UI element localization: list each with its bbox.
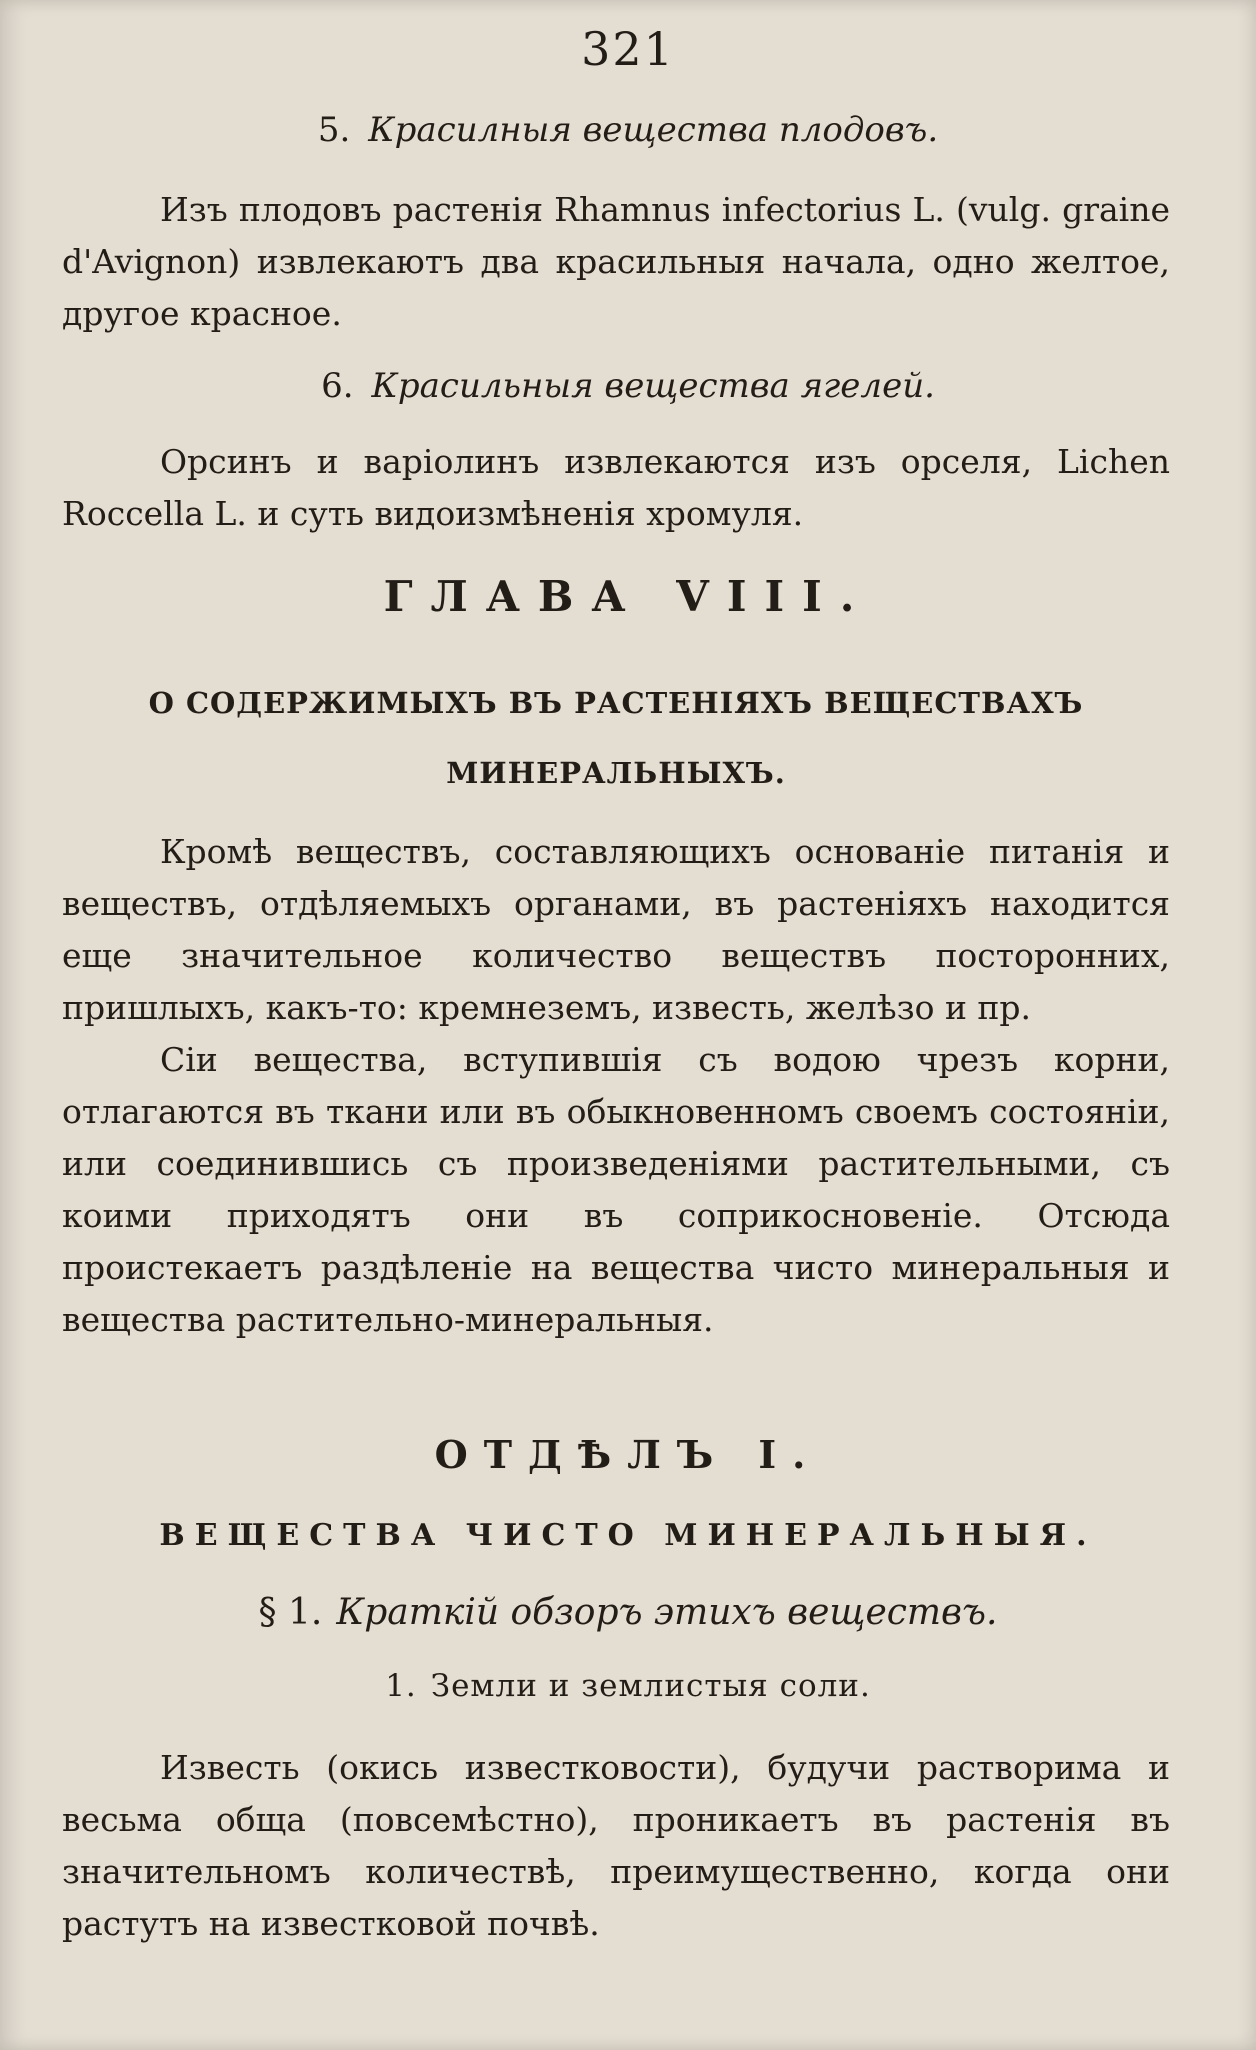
- paragraph-lime: [62, 1742, 1170, 1950]
- section-subtitle: ВЕЩЕСТВА ЧИСТО МИНЕРАЛЬНЫЯ.: [159, 1518, 1097, 1553]
- heading-number: 6.: [321, 366, 354, 406]
- paragraph-text: Сіи вещества, вступившія съ водою чрезъ корни, отлагаются въ ткани или въ обыкновенномъ своемъ состояніи, или соединившись съ произведеніями растительными, съ коими приходятъ они въ соприкосновеніе. Отсюда проистекаетъ раздѣленіе на вещества чисто минеральныя и вещества растительно-минеральныя.: [62, 1040, 1170, 1339]
- paragraph-heading: [0, 1592, 1256, 1633]
- heading-lichen-dyes: [0, 366, 1256, 406]
- sub-heading-title: Земли и землистыя соли.: [430, 1668, 871, 1704]
- page-number: 321: [581, 22, 675, 76]
- paragraph-heading-title: Краткій обзоръ этихъ веществъ.: [336, 1592, 998, 1633]
- paragraph-text: Изъ плодовъ растенія Rhamnus infectorius L. (vulg. graine d'Avignon) извлекаютъ два красильныя начала, одно желтое, другое красное.: [62, 190, 1170, 333]
- heading-title: Красильныя вещества ягелей.: [371, 366, 935, 406]
- section-title: ОТДѢЛЪ I.: [434, 1432, 822, 1477]
- paragraph-text: Орсинъ и варіолинъ извлекаются изъ орселя, Lichen Roccella L. и суть видоизмѣненія хромуля.: [62, 442, 1170, 533]
- paragraph-fruit-dyes: [62, 184, 1170, 340]
- heading-number: 5.: [317, 110, 351, 150]
- chapter-body: [62, 826, 1170, 1346]
- sub-heading: [0, 1668, 1256, 1704]
- chapter-subtitle: О СОДЕРЖИМЫХЪ ВЪ РАСТЕНІЯХЪ ВЕЩЕСТВАХЪ МИНЕРАЛЬНЫХЪ.: [148, 686, 1084, 790]
- heading-fruit-dyes: [0, 110, 1256, 150]
- chapter-title: ГЛАВА VIII.: [383, 572, 873, 621]
- heading-title: Красилныя вещества плодовъ.: [368, 110, 939, 150]
- sub-heading-number: 1.: [385, 1668, 417, 1704]
- paragraph-text: Известь (окись известковости), будучи растворима и весьма обща (повсемѣстно), проникаетъ въ растенія въ значительномъ количествѣ, преимущественно, когда они растутъ на известковой почвѣ.: [62, 1748, 1170, 1943]
- section-symbol: § 1.: [258, 1592, 323, 1633]
- paragraph-lichen-dyes: [62, 436, 1170, 540]
- paragraph-text: Кромѣ веществъ, составляющихъ основаніе питанія и веществъ, отдѣляемыхъ органами, въ растеніяхъ находится еще значительное количество веществъ посторонних, пришлыхъ, какъ-то: кремнеземъ, известь, желѣзо и пр.: [62, 832, 1170, 1027]
